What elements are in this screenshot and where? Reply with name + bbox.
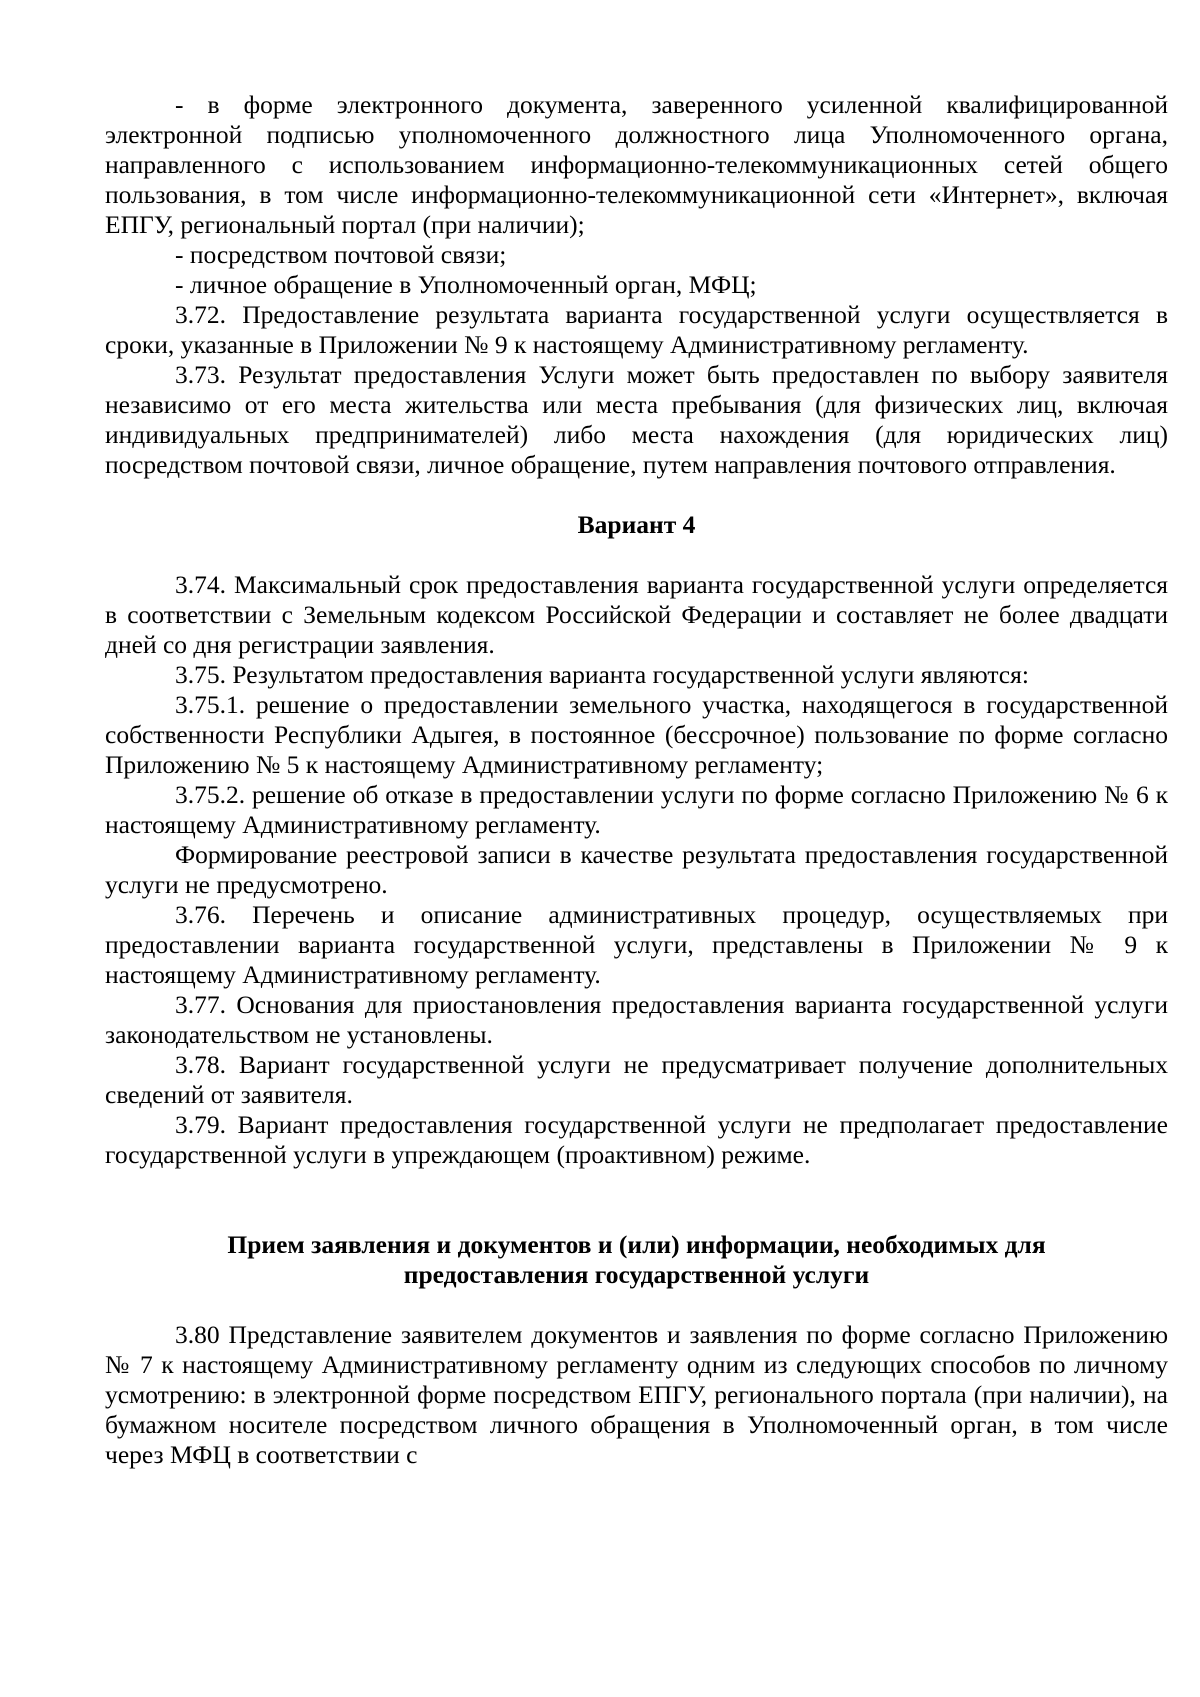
- paragraph-postal: - посредством почтовой связи;: [175, 240, 507, 269]
- paragraph-3-80: 3.80 Представление заявителем документов и заявления по форме согласно Приложению № 7 к настоящему Административному регламенту одним из следующих способов по личному усмотрению: в электронной форме посредством ЕПГУ, регионального портала (при наличии), на бумажном носителе посредством личного обращения в Уполномоченный орган, в том числе через МФЦ в соответствии с: [105, 1320, 1168, 1469]
- paragraph-3-75-1: 3.75.1. решение о предоставлении земельного участка, находящегося в государственной собственности Республики Адыгея, в постоянное (бессрочное) пользование по форме согласно Приложению № 5 к настоящему Административному регламенту;: [105, 690, 1168, 779]
- paragraph-3-72: 3.72. Предоставление результата варианта государственной услуги осуществляется в сроки, указанные в Приложении № 9 к настоящему Административному регламенту.: [105, 300, 1168, 359]
- paragraph-personal-visit: - личное обращение в Уполномоченный орган, МФЦ;: [175, 270, 757, 299]
- paragraph-3-76: 3.76. Перечень и описание административных процедур, осуществляемых при предоставлении варианта государственной услуги, представлены в Приложении № 9 к настоящему Административному регламенту.: [105, 900, 1168, 989]
- paragraph-registry-record: Формирование реестровой записи в качестве результата предоставления государственной услуги не предусмотрено.: [105, 840, 1168, 899]
- paragraph-3-79: 3.79. Вариант предоставления государственной услуги не предполагает предоставление государственной услуги в упреждающем (проактивном) режиме.: [105, 1110, 1168, 1169]
- paragraph-3-78: 3.78. Вариант государственной услуги не предусматривает получение дополнительных сведений от заявителя.: [105, 1050, 1168, 1109]
- paragraph-3-75: 3.75. Результатом предоставления варианта государственной услуги являются:: [175, 660, 1029, 689]
- heading-application-intake: Прием заявления и документов и (или) информации, необходимых для предоставления государственной услуги: [227, 1230, 1046, 1289]
- paragraph-3-74: 3.74. Максимальный срок предоставления варианта государственной услуги определяется в соответствии с Земельным кодексом Российской Федерации и составляет не более двадцати дней со дня регистрации заявления.: [105, 570, 1168, 659]
- heading-variant-4: Вариант 4: [577, 510, 696, 539]
- paragraph-3-77: 3.77. Основания для приостановления предоставления варианта государственной услуги законодательством не установлены.: [105, 990, 1168, 1049]
- paragraph-3-75-2: 3.75.2. решение об отказе в предоставлении услуги по форме согласно Приложению № 6 к настоящему Административному регламенту.: [105, 780, 1168, 839]
- paragraph-3-73: 3.73. Результат предоставления Услуги может быть предоставлен по выбору заявителя независимо от его места жительства или места пребывания (для физических лиц, включая индивидуальных предпринимателей) либо места нахождения (для юридических лиц) посредством почтовой связи, личное обращение, путем направления почтового отправления.: [105, 360, 1168, 479]
- paragraph-electronic-document: - в форме электронного документа, заверенного усиленной квалифицированной электронной подписью уполномоченного должностного лица Уполномоченного органа, направленного с использованием информационно-телекоммуникационных сетей общего пользования, в том числе информационно-телекоммуникационной сети «Интернет», включая ЕПГУ, региональный портал (при наличии);: [105, 90, 1168, 239]
- document-page: [105, 90, 1168, 1470]
